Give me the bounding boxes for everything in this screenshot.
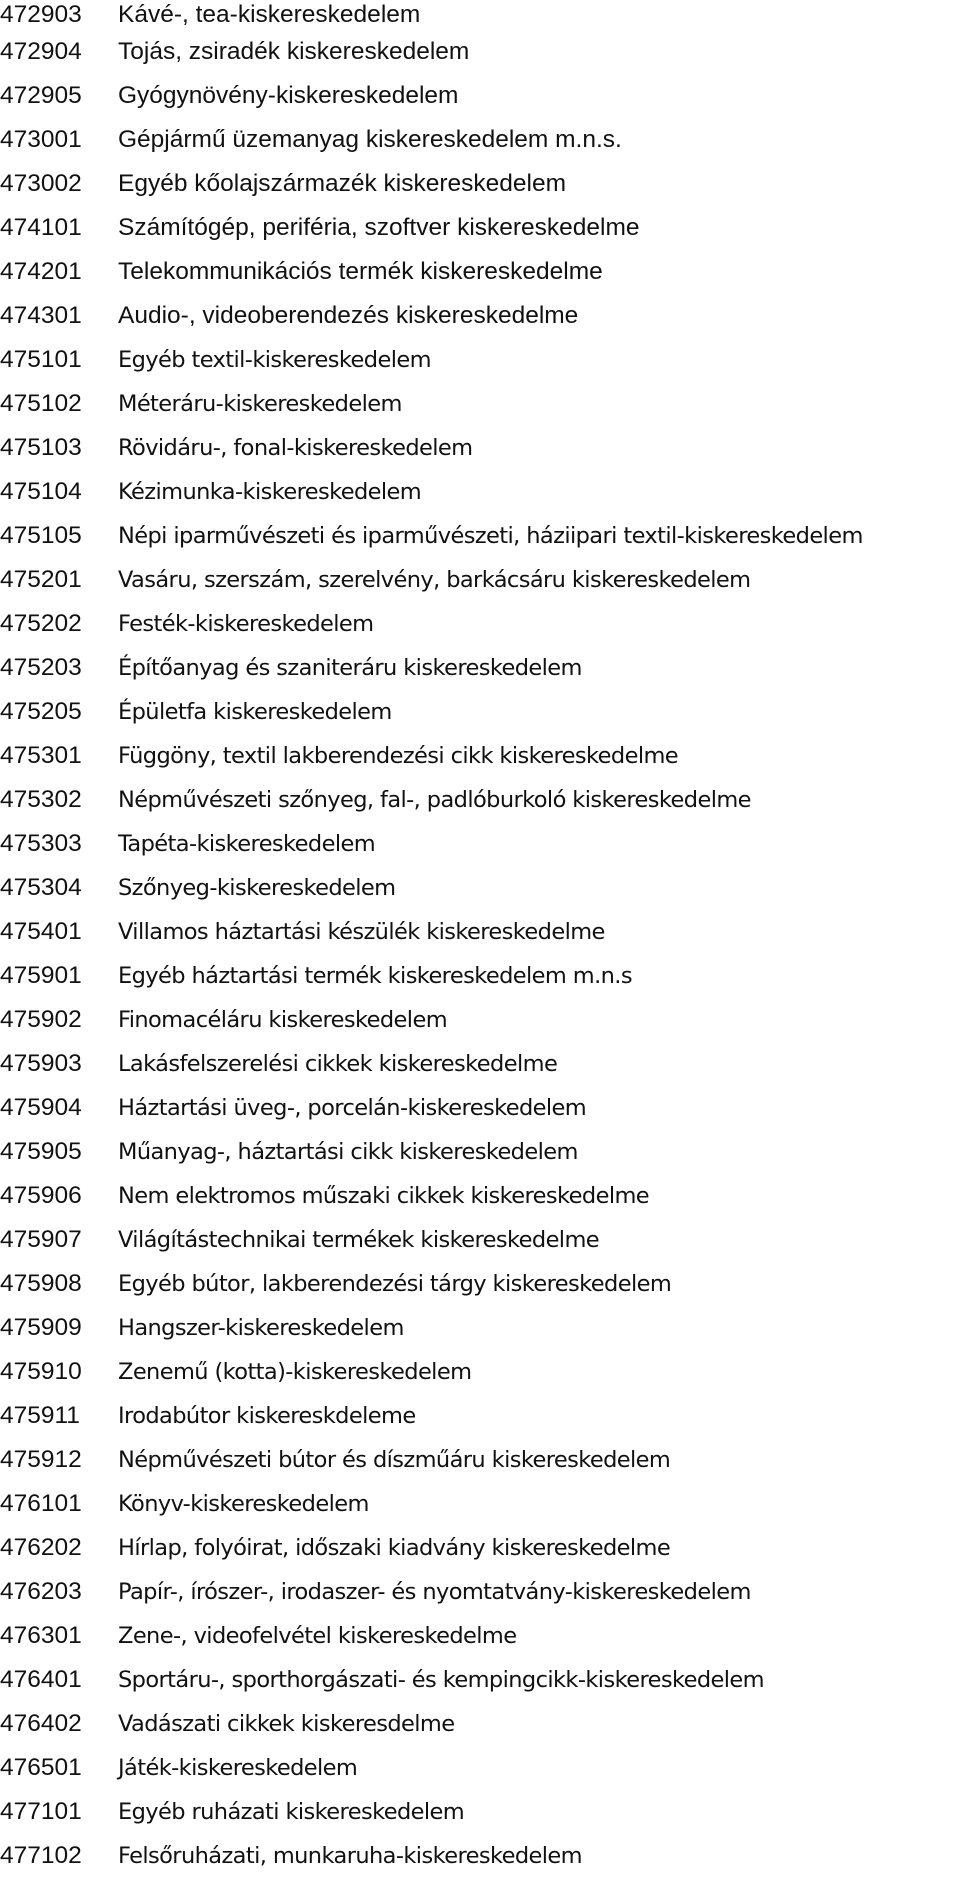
activity-code: 475909 xyxy=(0,1314,82,1341)
activity-code: 474301 xyxy=(0,302,82,329)
activity-code: 476501 xyxy=(0,1754,82,1781)
activity-code: 475203 xyxy=(0,654,82,681)
activity-description: Tojás, zsiradék kiskereskedelem xyxy=(118,38,470,65)
activity-description: Nem elektromos műszaki cikkek kiskereskedelme xyxy=(118,1183,650,1209)
activity-description: Könyv-kiskereskedelem xyxy=(118,1491,369,1517)
activity-description: Tapéta-kiskereskedelem xyxy=(118,831,376,857)
list-item xyxy=(0,30,960,74)
list-item xyxy=(0,602,960,646)
list-item xyxy=(0,470,960,514)
activity-description: Egyéb kőolajszármazék kiskereskedelem xyxy=(118,170,566,197)
activity-description: Gépjármű üzemanyag kiskereskedelem m.n.s. xyxy=(118,126,622,153)
activity-description: Szőnyeg-kiskereskedelem xyxy=(118,875,396,901)
list-item xyxy=(0,250,960,294)
activity-description: Függöny, textil lakberendezési cikk kiskereskedelme xyxy=(118,743,679,769)
list-item xyxy=(0,1746,960,1790)
list-item xyxy=(0,866,960,910)
activity-code: 472904 xyxy=(0,38,82,65)
list-item xyxy=(0,426,960,470)
activity-description: Egyéb ruházati kiskereskedelem xyxy=(118,1799,465,1825)
activity-description: Telekommunikációs termék kiskereskedelme xyxy=(118,258,603,285)
activity-code: 475102 xyxy=(0,390,82,417)
activity-description: Papír-, írószer-, irodaszer- és nyomtatvány-kiskereskedelem xyxy=(118,1579,751,1605)
activity-code: 475401 xyxy=(0,918,82,945)
activity-code: 475101 xyxy=(0,346,82,373)
list-item xyxy=(0,1438,960,1482)
activity-code: 475202 xyxy=(0,610,82,637)
activity-code: 475304 xyxy=(0,874,82,901)
activity-description: Finomacéláru kiskereskedelem xyxy=(118,1007,448,1033)
list-item xyxy=(0,778,960,822)
list-item xyxy=(0,1702,960,1746)
list-item xyxy=(0,162,960,206)
activity-code: 475104 xyxy=(0,478,82,505)
list-item xyxy=(0,1350,960,1394)
activity-description: Számítógép, periféria, szoftver kiskereskedelme xyxy=(118,214,640,241)
list-item xyxy=(0,118,960,162)
activity-description: Felsőruházati, munkaruha-kiskereskedelem xyxy=(118,1843,582,1869)
activity-code: 475103 xyxy=(0,434,82,461)
list-item xyxy=(0,1174,960,1218)
activity-description: Népművészeti bútor és díszműáru kiskereskedelem xyxy=(118,1447,671,1473)
activity-code: 475908 xyxy=(0,1270,82,1297)
list-item xyxy=(0,1042,960,1086)
activity-description: Villamos háztartási készülék kiskereskedelme xyxy=(118,919,605,945)
activity-code: 476101 xyxy=(0,1490,82,1517)
activity-description: Festék-kiskereskedelem xyxy=(118,611,374,637)
activity-code: 477101 xyxy=(0,1798,82,1825)
list-item xyxy=(0,0,960,30)
activity-code: 477102 xyxy=(0,1842,82,1869)
activity-description: Méteráru-kiskereskedelem xyxy=(118,391,402,417)
activity-code: 475911 xyxy=(0,1402,80,1429)
activity-description: Egyéb textil-kiskereskedelem xyxy=(118,347,431,373)
list-item xyxy=(0,1130,960,1174)
list-item xyxy=(0,514,960,558)
list-item xyxy=(0,1658,960,1702)
activity-code: 474201 xyxy=(0,258,82,285)
activity-code: 473001 xyxy=(0,126,82,153)
activity-description: Vasáru, szerszám, szerelvény, barkácsáru kiskereskedelem xyxy=(118,567,751,593)
activity-code: 475910 xyxy=(0,1358,82,1385)
activity-description: Audio-, videoberendezés kiskereskedelme xyxy=(118,302,579,329)
activity-description: Kézimunka-kiskereskedelem xyxy=(118,479,422,505)
list-item xyxy=(0,338,960,382)
activity-description: Műanyag-, háztartási cikk kiskereskedelem xyxy=(118,1139,578,1165)
list-item xyxy=(0,294,960,338)
activity-code: 475905 xyxy=(0,1138,82,1165)
activity-code: 476401 xyxy=(0,1666,82,1693)
activity-code: 475201 xyxy=(0,566,82,593)
activity-description: Vadászati cikkek kiskeresdelme xyxy=(118,1711,455,1737)
activity-description: Rövidáru-, fonal-kiskereskedelem xyxy=(118,435,473,461)
list-item xyxy=(0,558,960,602)
activity-description: Lakásfelszerelési cikkek kiskereskedelme xyxy=(118,1051,558,1077)
list-item xyxy=(0,954,960,998)
activity-description: Háztartási üveg-, porcelán-kiskereskedelem xyxy=(118,1095,587,1121)
list-item xyxy=(0,1306,960,1350)
list-item xyxy=(0,910,960,954)
activity-code: 475302 xyxy=(0,786,82,813)
activity-description: Zene-, videofelvétel kiskereskedelme xyxy=(118,1623,517,1649)
list-item xyxy=(0,382,960,426)
activity-code: 475907 xyxy=(0,1226,82,1253)
activity-code: 474101 xyxy=(0,214,82,241)
activity-description: Hangszer-kiskereskedelem xyxy=(118,1315,404,1341)
list-item xyxy=(0,1218,960,1262)
list-item xyxy=(0,1086,960,1130)
activity-code: 476202 xyxy=(0,1534,82,1561)
activity-description: Irodabútor kiskereskdeleme xyxy=(118,1403,416,1429)
list-item xyxy=(0,1394,960,1438)
activity-description: Népi iparművészeti és iparművészeti, háziipari textil-kiskereskedelem xyxy=(118,523,863,549)
activity-code: 476402 xyxy=(0,1710,82,1737)
activity-description: Népművészeti szőnyeg, fal-, padlóburkoló kiskereskedelme xyxy=(118,787,751,813)
activity-description: Építőanyag és szaniteráru kiskereskedelem xyxy=(118,655,582,681)
activity-code: 475303 xyxy=(0,830,82,857)
list-item xyxy=(0,74,960,118)
activity-description: Egyéb háztartási termék kiskereskedelem m.n.s xyxy=(118,963,632,989)
activity-code: 475903 xyxy=(0,1050,82,1077)
activity-code: 475205 xyxy=(0,698,82,725)
activity-code: 472903 xyxy=(0,1,82,28)
list-item xyxy=(0,206,960,250)
list-item xyxy=(0,1526,960,1570)
activity-code: 475906 xyxy=(0,1182,82,1209)
list-item xyxy=(0,1570,960,1614)
list-item xyxy=(0,690,960,734)
list-item xyxy=(0,1482,960,1526)
list-item xyxy=(0,646,960,690)
list-item xyxy=(0,822,960,866)
activity-code: 475901 xyxy=(0,962,82,989)
activity-code: 473002 xyxy=(0,170,82,197)
activity-code: 472905 xyxy=(0,82,82,109)
activity-description: Világítástechnikai termékek kiskereskedelme xyxy=(118,1227,600,1253)
activity-code: 475301 xyxy=(0,742,82,769)
activity-description: Kávé-, tea-kiskereskedelem xyxy=(118,1,421,28)
activity-description: Zenemű (kotta)-kiskereskedelem xyxy=(118,1359,472,1385)
activity-description: Játék-kiskereskedelem xyxy=(118,1755,358,1781)
activity-description: Egyéb bútor, lakberendezési tárgy kiskereskedelem xyxy=(118,1271,672,1297)
list-item xyxy=(0,1262,960,1306)
activity-code: 475105 xyxy=(0,522,82,549)
list-item xyxy=(0,1834,960,1878)
activity-description: Gyógynövény-kiskereskedelem xyxy=(118,82,459,109)
activity-code: 475904 xyxy=(0,1094,82,1121)
list-item xyxy=(0,998,960,1042)
activity-code: 476203 xyxy=(0,1578,82,1605)
list-item xyxy=(0,734,960,778)
activity-code: 475902 xyxy=(0,1006,82,1033)
activity-description: Sportáru-, sporthorgászati- és kempingcikk-kiskereskedelem xyxy=(118,1667,764,1693)
activity-code: 475912 xyxy=(0,1446,82,1473)
list-item xyxy=(0,1790,960,1834)
activity-code: 476301 xyxy=(0,1622,82,1649)
activity-description: Épületfa kiskereskedelem xyxy=(118,699,392,725)
list-item xyxy=(0,1614,960,1658)
activity-description: Hírlap, folyóirat, időszaki kiadvány kiskereskedelme xyxy=(118,1535,671,1561)
